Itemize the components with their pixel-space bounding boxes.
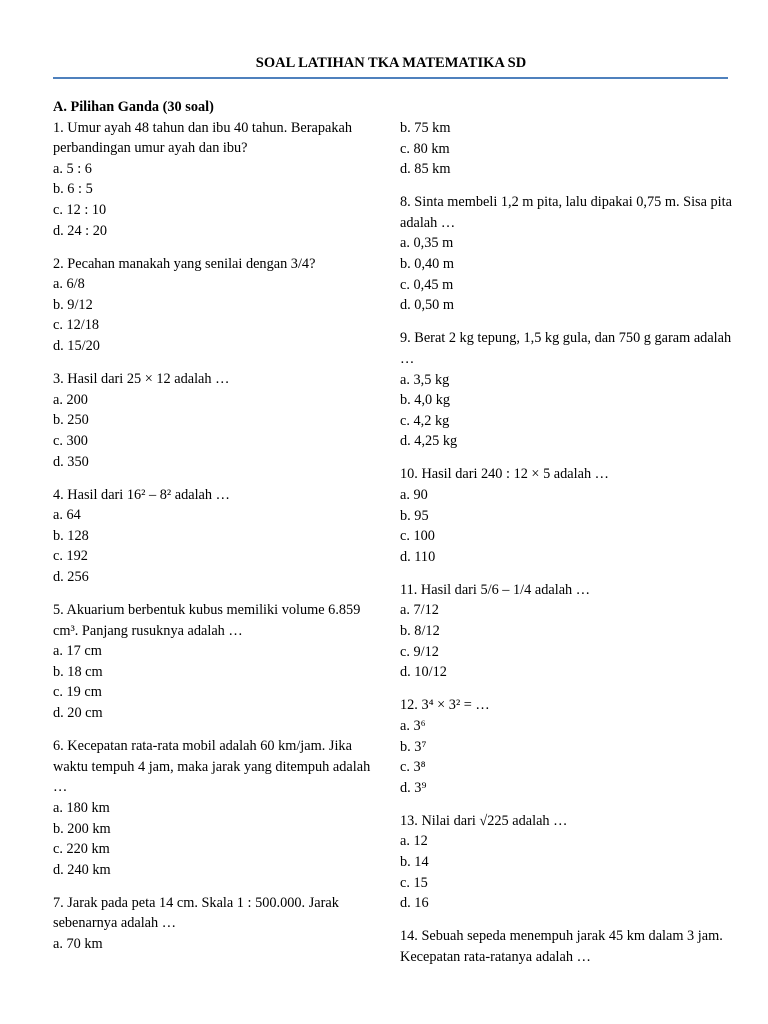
left-column <box>53 97 388 955</box>
answer-option: a. 12 <box>400 833 428 850</box>
answer-option: b. 95 <box>400 507 429 524</box>
question-stem: 3. Hasil dari 25 × 12 adalah … <box>53 371 230 388</box>
question-item <box>53 369 388 472</box>
answer-option: c. 80 km <box>400 140 450 157</box>
answer-option: c. 15 <box>400 874 428 891</box>
question-stem: 6. Kecepatan rata-rata mobil adalah 60 km/jam. Jika waktu tempuh 4 jam, maka jarak yang ditempuh adalah … <box>53 738 371 796</box>
answer-option: c. 4,2 kg <box>400 412 450 429</box>
answer-option: a. 180 km <box>53 799 110 816</box>
answer-option: b. 6 : 5 <box>53 181 93 198</box>
answer-option: d. 10/12 <box>400 664 447 681</box>
answer-option: c. 0,45 m <box>400 276 454 293</box>
answer-option: b. 14 <box>400 854 429 870</box>
question-item <box>400 695 735 798</box>
page-title: SOAL LATIHAN TKA MATEMATIKA SD <box>255 55 527 71</box>
answer-option: a. 64 <box>53 507 81 524</box>
answer-option: b. 75 km <box>400 120 451 136</box>
answer-option: d. 16 <box>400 895 429 912</box>
question-item <box>53 485 388 588</box>
answer-option: d. 110 <box>400 548 436 565</box>
answer-option: b. 9/12 <box>53 296 93 313</box>
answer-option: c. 12 : 10 <box>53 201 107 218</box>
answer-option: c. 100 <box>400 528 435 545</box>
answer-option: b. 200 km <box>53 820 111 837</box>
answer-option: a. 200 <box>53 391 88 408</box>
question-stem: 2. Pecahan manakah yang senilai dengan 3/4? <box>53 255 316 272</box>
answer-option: c. 300 <box>53 432 88 449</box>
answer-option: d. 15/20 <box>53 338 100 355</box>
answer-option: c. 12/18 <box>53 317 100 334</box>
answer-option: d. 3⁹ <box>400 779 427 796</box>
answer-option: a. 17 cm <box>53 643 102 660</box>
answer-option: b. 0,40 m <box>400 256 455 273</box>
question-stem: 1. Umur ayah 48 tahun dan ibu 40 tahun. Berapakah perbandingan umur ayah dan ibu? <box>53 119 352 157</box>
question-item <box>400 118 735 180</box>
answer-option: d. 256 <box>53 568 89 585</box>
question-stem: 12. 3⁴ × 3² = … <box>400 697 490 714</box>
question-item <box>400 464 735 567</box>
answer-option: a. 0,35 m <box>400 235 454 252</box>
answer-option: d. 240 km <box>53 861 111 878</box>
question-item <box>400 580 735 683</box>
question-item <box>400 328 735 452</box>
answer-option: b. 250 <box>53 412 89 429</box>
question-stem: 14. Sebuah sepeda menempuh jarak 45 km dalam 3 jam. Kecepatan rata-ratanya adalah … <box>400 928 723 965</box>
question-item <box>53 118 388 242</box>
question-stem: 9. Berat 2 kg tepung, 1,5 kg gula, dan 750 g garam adalah … <box>400 330 732 367</box>
answer-option: a. 3⁶ <box>400 717 426 734</box>
question-stem: 5. Akuarium berbentuk kubus memiliki volume 6.859 cm³. Panjang rusuknya adalah … <box>53 602 361 639</box>
question-stem: 10. Hasil dari 240 : 12 × 5 adalah … <box>400 466 609 483</box>
question-stem: 8. Sinta membeli 1,2 m pita, lalu dipakai 0,75 m. Sisa pita adalah … <box>400 194 732 231</box>
right-question-list <box>400 118 735 967</box>
answer-option: b. 18 cm <box>53 663 103 680</box>
answer-option: d. 0,50 m <box>400 297 455 314</box>
answer-option: a. 90 <box>400 487 428 503</box>
question-item <box>53 600 388 724</box>
answer-option: d. 4,25 kg <box>400 433 458 450</box>
question-item <box>53 893 388 955</box>
section-heading: A. Pilihan Ganda (30 soal) <box>53 99 214 115</box>
title-divider <box>53 77 728 79</box>
question-item <box>400 811 735 914</box>
answer-option: a. 7/12 <box>400 602 439 619</box>
answer-option: a. 5 : 6 <box>53 160 92 177</box>
answer-option: b. 3⁷ <box>400 738 427 755</box>
answer-option: c. 19 cm <box>53 684 102 701</box>
answer-option: d. 85 km <box>400 161 451 178</box>
answer-option: b. 8/12 <box>400 623 440 640</box>
answer-option: c. 3⁸ <box>400 759 426 776</box>
answer-option: a. 6/8 <box>53 276 85 293</box>
question-stem: 4. Hasil dari 16² – 8² adalah … <box>53 486 230 503</box>
question-item <box>400 926 735 967</box>
answer-option: d. 20 cm <box>53 705 103 722</box>
answer-option: d. 350 <box>53 453 89 470</box>
answer-option: a. 70 km <box>53 935 103 952</box>
answer-option: b. 128 <box>53 527 89 544</box>
answer-option: b. 4,0 kg <box>400 392 451 409</box>
answer-option: c. 220 km <box>53 841 110 858</box>
left-question-list <box>53 118 388 955</box>
answer-option: d. 24 : 20 <box>53 222 108 239</box>
question-item <box>53 254 388 357</box>
answer-option: c. 192 <box>53 548 88 565</box>
answer-option: c. 9/12 <box>400 643 439 660</box>
question-stem: 7. Jarak pada peta 14 cm. Skala 1 : 500.000. Jarak sebenarnya adalah … <box>53 894 339 932</box>
question-stem: 11. Hasil dari 5/6 – 1/4 adalah … <box>400 581 591 598</box>
question-item <box>400 192 735 316</box>
question-stem: 13. Nilai dari √225 adalah … <box>400 812 568 829</box>
question-item <box>53 736 388 880</box>
answer-option: a. 3,5 kg <box>400 371 450 388</box>
right-column <box>400 118 735 967</box>
